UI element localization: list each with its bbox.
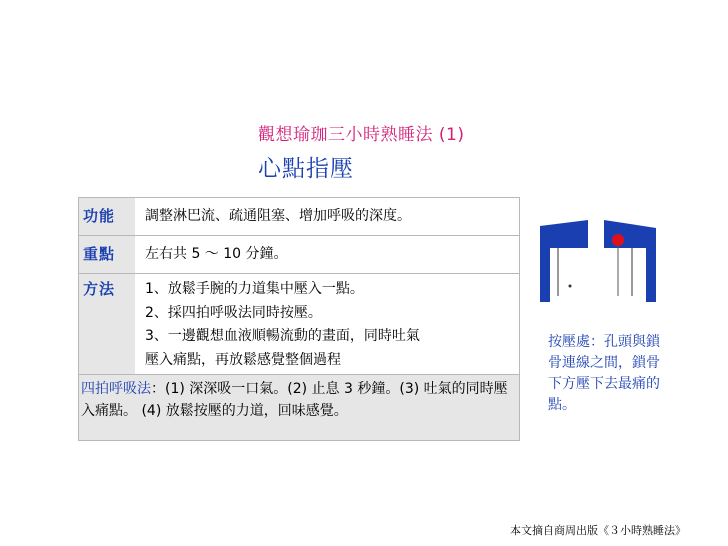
row-label-method: 方法 bbox=[79, 274, 135, 374]
method-step-3: 3、一邊觀想血液順暢流動的畫面，同時吐氣 bbox=[145, 328, 420, 344]
breathing-label: 四拍呼吸法 bbox=[81, 381, 151, 397]
table-row-method bbox=[79, 274, 519, 375]
method-step-2: 2、採四拍呼吸法同時按壓。 bbox=[145, 304, 322, 321]
row-text-key-point: 左右共 5 ～ 10 分鐘。 bbox=[145, 246, 288, 262]
table-row-key-point bbox=[79, 236, 519, 274]
press-point-small bbox=[569, 285, 572, 288]
breathing-steps bbox=[79, 375, 519, 440]
source-footer: 本文摘自商周出版《３小時熟睡法》 bbox=[510, 524, 686, 537]
press-point-note: 按壓處：孔頭與鎖骨連線之間，鎖骨下方壓下去最痛的點。 bbox=[548, 334, 660, 413]
breathing-text: ：(1) 深深吸一口氣。(2) 止息 3 秒鐘。(3) 吐氣的同時壓入痛點。 (4) 放鬆按壓的力道，回味感覺。 bbox=[81, 381, 508, 419]
page-subtitle: 心點指壓 bbox=[258, 156, 354, 182]
table-row-breathing bbox=[79, 375, 519, 440]
page-title: 觀想瑜珈三小時熟睡法 (1) bbox=[258, 125, 465, 145]
table-row-function bbox=[79, 198, 519, 236]
row-text-method bbox=[135, 274, 519, 374]
method-step-3-cont: 壓入痛點，再放鬆感覺整個過程 bbox=[145, 351, 341, 368]
press-point-dot bbox=[612, 234, 624, 246]
method-table bbox=[78, 197, 520, 441]
row-label-function: 功能 bbox=[79, 198, 135, 235]
row-text-function: 調整淋巴流、疏通阻塞、增加呼吸的深度。 bbox=[145, 208, 411, 224]
row-label-key-point: 重點 bbox=[79, 236, 135, 273]
method-step-1: 1、放鬆手腕的力道集中壓入一點。 bbox=[145, 281, 364, 297]
acupressure-figure-icon bbox=[540, 218, 656, 302]
